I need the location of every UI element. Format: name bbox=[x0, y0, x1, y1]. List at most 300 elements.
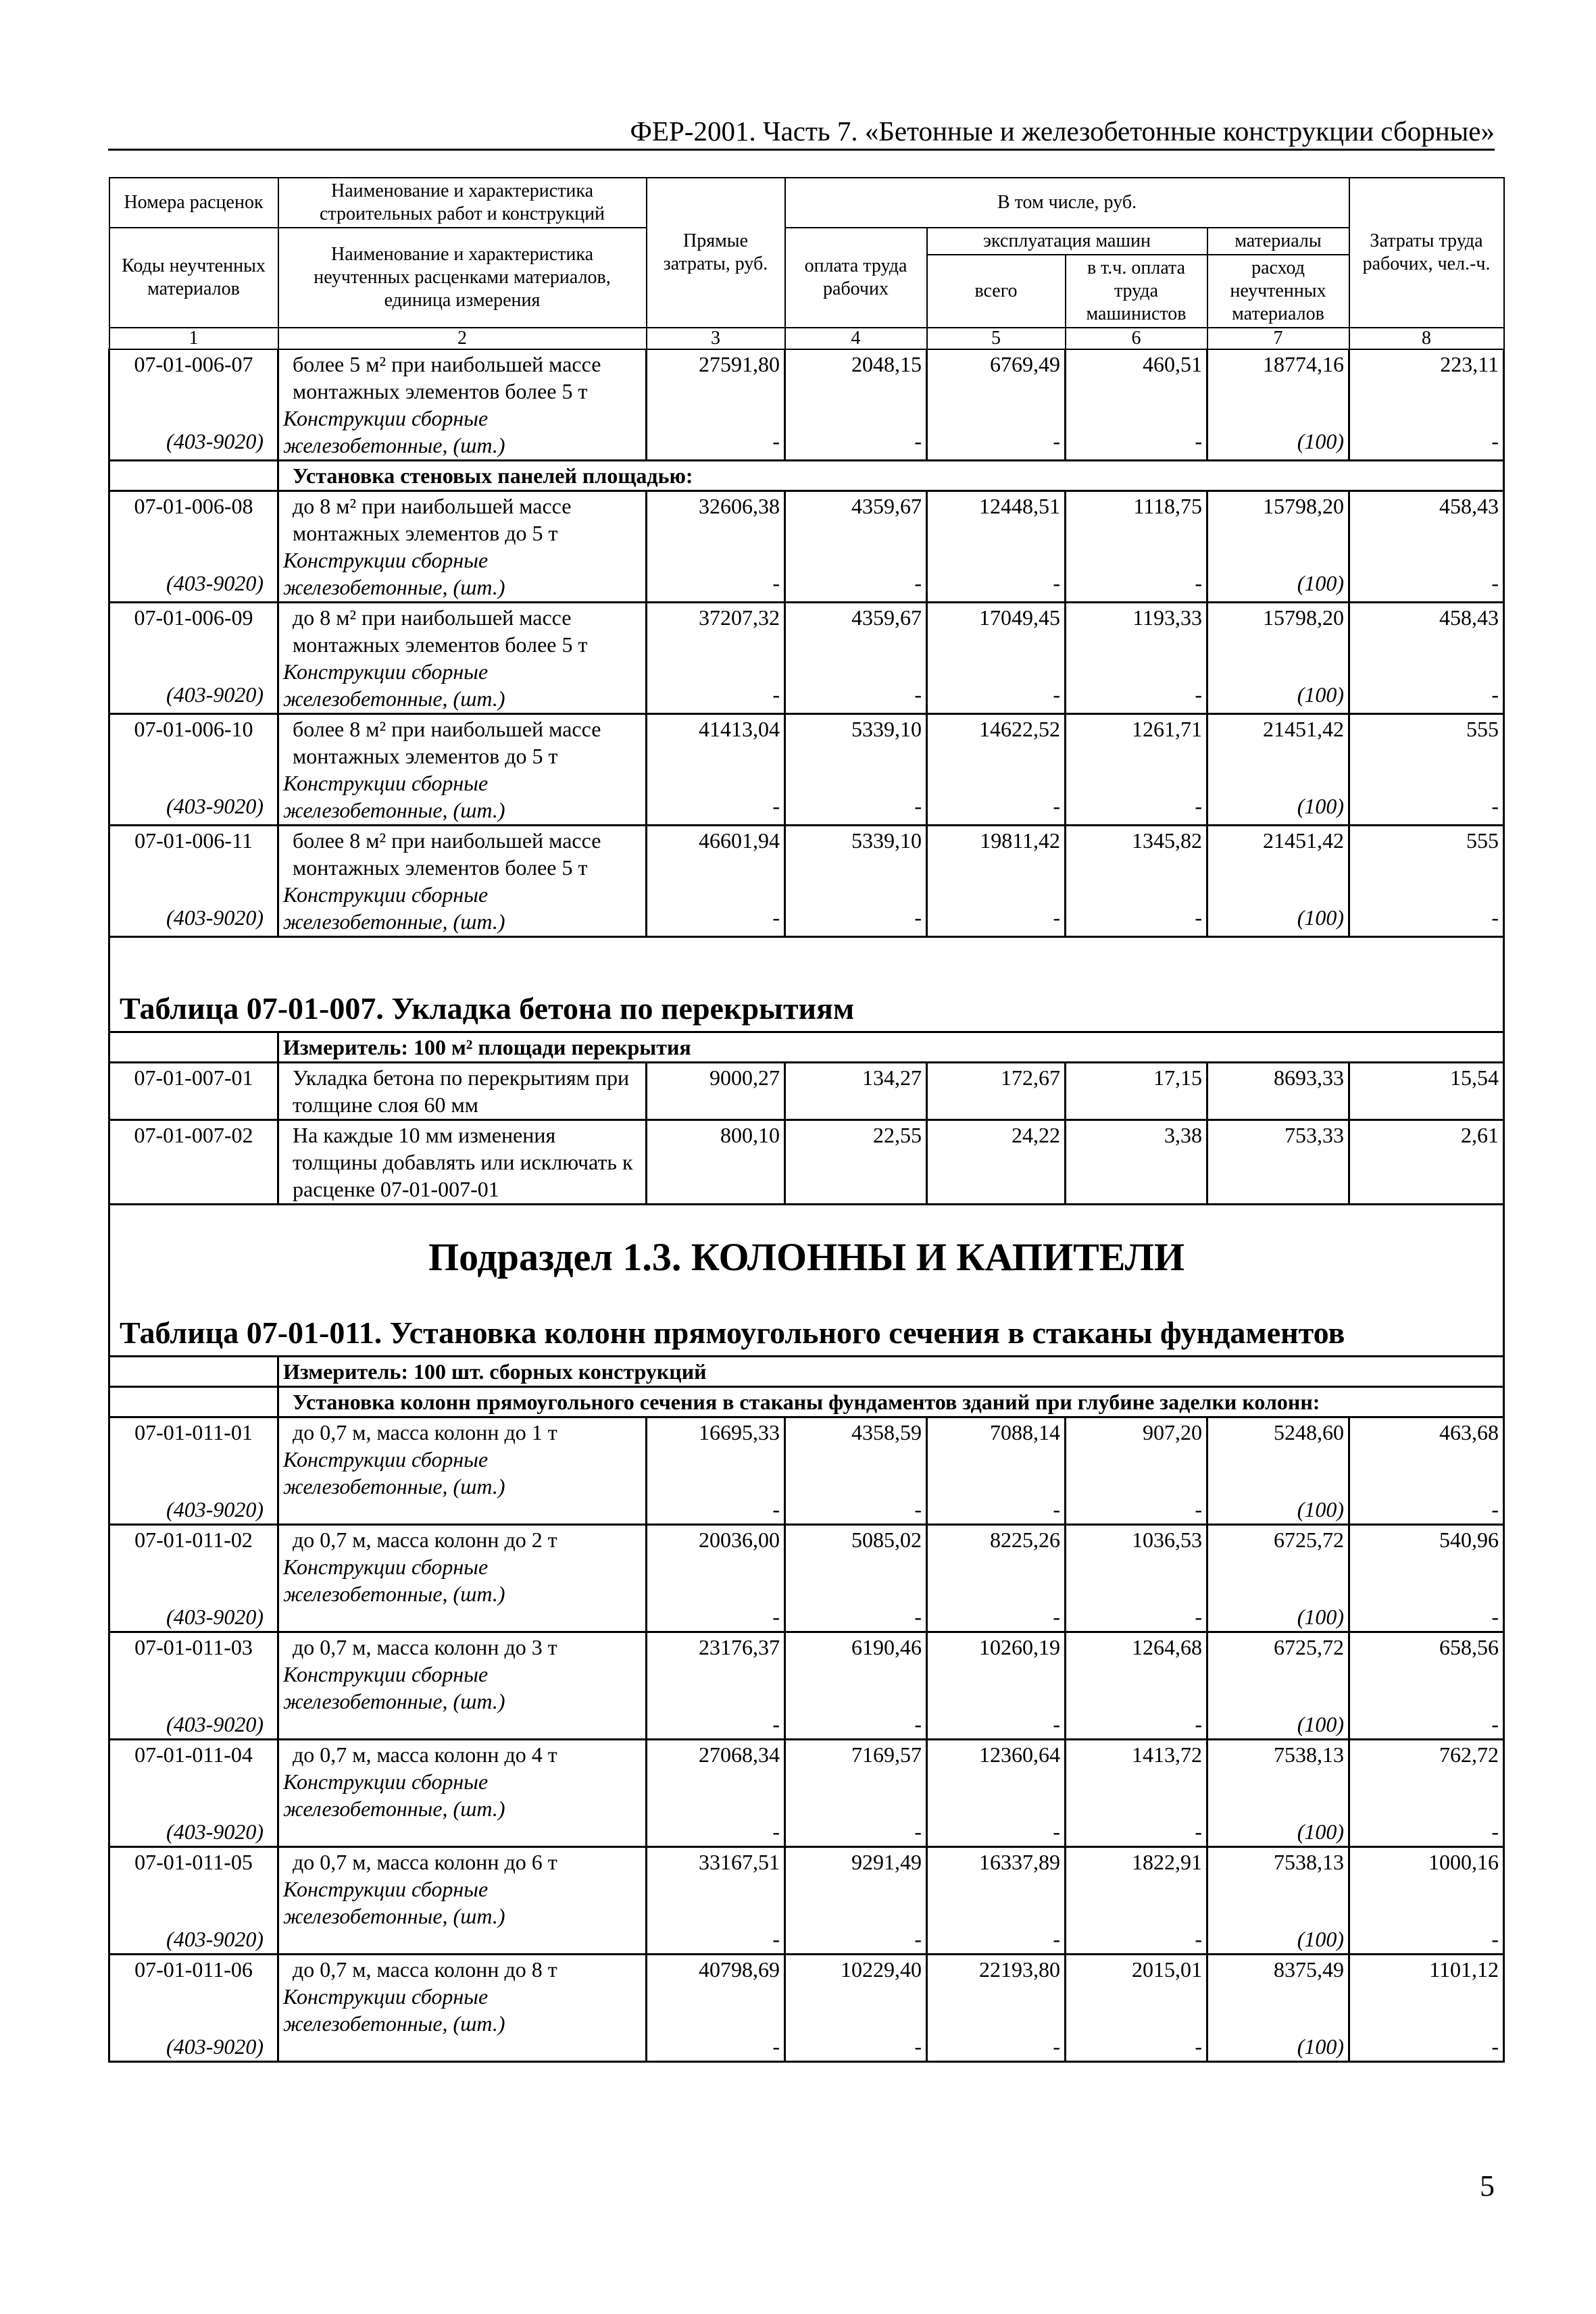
column-number: 2 bbox=[278, 328, 647, 349]
material-value: - bbox=[772, 1712, 780, 1736]
value-cell bbox=[1207, 1120, 1349, 1205]
material-code: (403-9020) bbox=[166, 571, 264, 595]
rate-description bbox=[278, 1955, 647, 2062]
material-value: - bbox=[1053, 1819, 1060, 1844]
material-value: (100) bbox=[1297, 1605, 1345, 1629]
rate-row bbox=[109, 603, 1504, 714]
value-cell bbox=[785, 1955, 927, 2062]
material-value: - bbox=[1053, 682, 1060, 707]
rate-description bbox=[278, 1740, 647, 1847]
material-value: - bbox=[1053, 1927, 1060, 1951]
rate-code bbox=[109, 1525, 278, 1632]
rate-value: 21451,42 bbox=[1263, 828, 1345, 853]
rate-value: 15,54 bbox=[1450, 1065, 1499, 1090]
rate-description bbox=[278, 603, 647, 714]
value-cell bbox=[1066, 603, 1207, 714]
rate-name: до 0,7 м, масса колонн до 1 т bbox=[293, 1420, 557, 1444]
value-cell bbox=[927, 1632, 1066, 1740]
rate-row bbox=[109, 1847, 1504, 1955]
value-cell bbox=[927, 1847, 1066, 1955]
value-cell bbox=[1207, 1955, 1349, 2062]
rate-value: 10229,40 bbox=[841, 1957, 922, 1982]
rate-code bbox=[109, 1847, 278, 1955]
material-value: - bbox=[1491, 794, 1499, 818]
rate-value: 10260,19 bbox=[979, 1635, 1060, 1659]
rate-value: 17,15 bbox=[1153, 1065, 1202, 1090]
value-cell bbox=[1066, 1417, 1207, 1525]
table-title: Таблица 07-01-011. Установка колонн прямоугольного сечения в стаканы фундаментов bbox=[109, 1301, 1504, 1357]
material-value: - bbox=[1195, 794, 1202, 818]
material-value: - bbox=[1053, 571, 1060, 595]
rate-value: 23176,37 bbox=[699, 1635, 780, 1659]
section-title: Подраздел 1.3. КОЛОННЫ И КАПИТЕЛИ bbox=[109, 1207, 1504, 1301]
value-cell bbox=[1066, 1740, 1207, 1847]
value-cell bbox=[647, 1847, 785, 1955]
measure-unit-row bbox=[109, 1032, 1504, 1063]
header-machines: эксплуатация машин bbox=[927, 228, 1207, 255]
column-number: 8 bbox=[1349, 328, 1504, 349]
rate-description bbox=[278, 826, 647, 937]
value-cell bbox=[647, 826, 785, 937]
material-name: Конструкции сборные железобетонные, (шт.) bbox=[283, 1984, 505, 2036]
column-number: 5 bbox=[927, 328, 1066, 349]
rate-name: до 0,7 м, масса колонн до 6 т bbox=[293, 1850, 557, 1874]
group-row bbox=[109, 461, 1504, 491]
rate-value: 1413,72 bbox=[1132, 1742, 1202, 1767]
measure-unit-row bbox=[109, 1357, 1504, 1387]
value-cell bbox=[1349, 491, 1504, 603]
rate-value: 8225,26 bbox=[990, 1528, 1060, 1552]
rate-value: 7538,13 bbox=[1274, 1742, 1345, 1767]
spacer-row bbox=[109, 937, 1504, 978]
rate-value: 1345,82 bbox=[1132, 828, 1202, 853]
rate-name: Укладка бетона по перекрытиям при толщине слоя 60 мм bbox=[293, 1065, 630, 1117]
value-cell bbox=[1349, 1525, 1504, 1632]
value-cell bbox=[927, 714, 1066, 826]
material-value: (100) bbox=[1297, 682, 1345, 707]
material-value: - bbox=[914, 1819, 922, 1844]
value-cell bbox=[785, 491, 927, 603]
value-cell bbox=[1349, 1417, 1504, 1525]
rate-value: 17049,45 bbox=[979, 605, 1060, 630]
value-cell bbox=[1349, 826, 1504, 937]
material-value: - bbox=[1053, 1605, 1060, 1629]
rate-value: 1193,33 bbox=[1132, 605, 1202, 630]
material-code: (403-9020) bbox=[166, 1605, 264, 1629]
rate-value: 1261,71 bbox=[1132, 717, 1202, 741]
rate-value: 460,51 bbox=[1143, 352, 1202, 376]
rate-value: 27591,80 bbox=[699, 352, 780, 376]
value-cell bbox=[1066, 491, 1207, 603]
rate-row bbox=[109, 1120, 1504, 1205]
rate-code-text: 07-01-006-08 bbox=[134, 494, 253, 518]
rate-code bbox=[109, 1955, 278, 2062]
value-cell bbox=[1349, 1847, 1504, 1955]
material-value: - bbox=[914, 1927, 922, 1951]
column-number: 1 bbox=[109, 328, 278, 349]
value-cell bbox=[1207, 491, 1349, 603]
value-cell bbox=[785, 603, 927, 714]
rate-value: 1101,12 bbox=[1429, 1957, 1499, 1982]
material-name: Конструкции сборные железобетонные, (шт.) bbox=[283, 771, 505, 822]
page-number: 5 bbox=[1480, 2169, 1495, 2203]
value-cell bbox=[785, 826, 927, 937]
material-code: (403-9020) bbox=[166, 429, 264, 453]
rate-value: 6190,46 bbox=[851, 1635, 922, 1659]
value-cell bbox=[785, 714, 927, 826]
rate-value: 12448,51 bbox=[979, 494, 1060, 518]
material-value: - bbox=[772, 1497, 780, 1521]
header-name: Наименование и характеристика строительных работ и конструкций bbox=[278, 178, 647, 228]
rate-value: 555 bbox=[1466, 717, 1499, 741]
value-cell bbox=[647, 491, 785, 603]
value-cell bbox=[1066, 1525, 1207, 1632]
value-cell bbox=[1349, 603, 1504, 714]
rate-value: 7088,14 bbox=[990, 1420, 1060, 1444]
running-header: ФЕР-2001. Часть 7. «Бетонные и железобетонные конструкции сборные» bbox=[108, 115, 1495, 151]
rate-code-text: 07-01-011-04 bbox=[134, 1742, 253, 1767]
value-cell bbox=[785, 1847, 927, 1955]
material-value: - bbox=[1053, 2034, 1060, 2059]
rate-row bbox=[109, 1063, 1504, 1120]
rate-row bbox=[109, 1740, 1504, 1847]
material-name: Конструкции сборные железобетонные, (шт.) bbox=[283, 1447, 505, 1499]
material-name: Конструкции сборные железобетонные, (шт.) bbox=[283, 406, 505, 457]
rate-code-text: 07-01-006-09 bbox=[134, 605, 253, 630]
rate-name: до 8 м² при наибольшей массе монтажных элементов более 5 т bbox=[293, 605, 588, 657]
rate-value: 46601,94 bbox=[699, 828, 780, 853]
rate-value: 463,68 bbox=[1439, 1420, 1499, 1444]
value-cell bbox=[647, 1955, 785, 2062]
material-value: (100) bbox=[1297, 571, 1345, 595]
rate-code-text: 07-01-006-07 bbox=[134, 352, 253, 376]
material-value: - bbox=[1053, 1712, 1060, 1736]
rate-code bbox=[109, 826, 278, 937]
material-value: - bbox=[1491, 2034, 1499, 2059]
value-cell bbox=[927, 1063, 1066, 1120]
value-cell bbox=[927, 603, 1066, 714]
value-cell bbox=[1066, 826, 1207, 937]
value-cell bbox=[1207, 349, 1349, 461]
column-numbers-row bbox=[109, 328, 1504, 349]
rate-value: 3,38 bbox=[1164, 1123, 1202, 1147]
rate-value: 2015,01 bbox=[1132, 1957, 1202, 1982]
rate-row bbox=[109, 826, 1504, 937]
header-material-code: Коды неучтенных материалов bbox=[109, 228, 278, 328]
group-title: Установка колонн прямоугольного сечения в стаканы фундаментов зданий при глубине заделки колонн: bbox=[278, 1387, 1504, 1417]
value-cell bbox=[1066, 349, 1207, 461]
rate-value: 41413,04 bbox=[699, 717, 780, 741]
rate-value: 6769,49 bbox=[990, 352, 1060, 376]
material-value: - bbox=[1195, 429, 1202, 453]
rate-value: 40798,69 bbox=[699, 1957, 780, 1982]
rate-value: 2048,15 bbox=[851, 352, 922, 376]
group-row bbox=[109, 1387, 1504, 1417]
rate-description bbox=[278, 491, 647, 603]
material-value: (100) bbox=[1297, 1497, 1345, 1521]
rate-row bbox=[109, 349, 1504, 461]
rate-name: более 5 м² при наибольшей массе монтажных элементов более 5 т bbox=[293, 352, 601, 403]
value-cell bbox=[1066, 1847, 1207, 1955]
header-materials-sub: расход неучтенных материалов bbox=[1207, 255, 1349, 328]
material-code: (403-9020) bbox=[166, 1927, 264, 1951]
table-title: Таблица 07-01-007. Укладка бетона по перекрытиям bbox=[109, 977, 1504, 1032]
table-title-row bbox=[109, 977, 1504, 1032]
rate-code bbox=[109, 349, 278, 461]
rate-row bbox=[109, 1525, 1504, 1632]
rate-value: 4358,59 bbox=[851, 1420, 922, 1444]
rate-code bbox=[109, 603, 278, 714]
material-value: - bbox=[914, 794, 922, 818]
value-cell bbox=[1207, 1632, 1349, 1740]
rate-description bbox=[278, 1063, 647, 1120]
rate-value: 37207,32 bbox=[699, 605, 780, 630]
rate-code-text: 07-01-006-10 bbox=[134, 717, 253, 741]
value-cell bbox=[1207, 603, 1349, 714]
value-cell bbox=[785, 1417, 927, 1525]
header-machines-wages: в т.ч. оплата труда машинистов bbox=[1066, 255, 1207, 328]
header-code: Номера расценок bbox=[109, 178, 278, 228]
material-value: - bbox=[1053, 905, 1060, 930]
material-value: - bbox=[1195, 1927, 1202, 1951]
value-cell bbox=[785, 1740, 927, 1847]
material-value: - bbox=[772, 794, 780, 818]
rate-code bbox=[109, 1063, 278, 1120]
rate-description bbox=[278, 1847, 647, 1955]
material-value: - bbox=[1195, 682, 1202, 707]
rate-code bbox=[109, 1120, 278, 1205]
header-labor: Затраты труда рабочих, чел.-ч. bbox=[1349, 178, 1504, 328]
value-cell bbox=[1349, 714, 1504, 826]
column-number: 6 bbox=[1066, 328, 1207, 349]
value-cell bbox=[927, 1740, 1066, 1847]
rate-value: 27068,34 bbox=[699, 1742, 780, 1767]
value-cell bbox=[1349, 349, 1504, 461]
value-cell bbox=[647, 349, 785, 461]
material-value: - bbox=[914, 1497, 922, 1521]
material-value: - bbox=[1195, 571, 1202, 595]
material-name: Конструкции сборные железобетонные, (шт.) bbox=[283, 1769, 505, 1821]
header-including: В том числе, руб. bbox=[785, 178, 1349, 228]
rate-name: более 8 м² при наибольшей массе монтажных элементов более 5 т bbox=[293, 828, 601, 880]
value-cell bbox=[1349, 1632, 1504, 1740]
material-value: - bbox=[772, 1819, 780, 1844]
value-cell bbox=[1207, 1847, 1349, 1955]
rate-value: 24,22 bbox=[1012, 1123, 1060, 1147]
rate-value: 14622,52 bbox=[979, 717, 1060, 741]
material-value: - bbox=[1491, 1497, 1499, 1521]
rate-value: 458,43 bbox=[1439, 494, 1499, 518]
empty-cell bbox=[109, 1357, 278, 1387]
header-wages: оплата труда рабочих bbox=[785, 228, 927, 328]
rate-value: 15798,20 bbox=[1263, 494, 1345, 518]
rate-value: 1118,75 bbox=[1133, 494, 1202, 518]
value-cell bbox=[927, 349, 1066, 461]
rate-row bbox=[109, 1632, 1504, 1740]
rate-value: 15798,20 bbox=[1263, 605, 1345, 630]
value-cell bbox=[785, 1063, 927, 1120]
rate-description bbox=[278, 714, 647, 826]
rate-code-text: 07-01-011-03 bbox=[134, 1635, 253, 1659]
value-cell bbox=[927, 1955, 1066, 2062]
material-value: - bbox=[914, 1712, 922, 1736]
rate-code-text: 07-01-006-11 bbox=[134, 828, 253, 853]
material-value: - bbox=[1195, 1497, 1202, 1521]
rate-value: 223,11 bbox=[1440, 352, 1499, 376]
rate-code-text: 07-01-007-01 bbox=[134, 1065, 253, 1090]
rate-value: 16695,33 bbox=[699, 1420, 780, 1444]
rate-value: 12360,64 bbox=[979, 1742, 1060, 1767]
header-row bbox=[109, 228, 1504, 255]
empty-cell bbox=[109, 1387, 278, 1417]
section-title-row bbox=[109, 1207, 1504, 1301]
material-value: - bbox=[914, 571, 922, 595]
rate-value: 5339,10 bbox=[851, 717, 922, 741]
value-cell bbox=[1207, 1525, 1349, 1632]
material-value: - bbox=[1195, 2034, 1202, 2059]
rate-code bbox=[109, 1632, 278, 1740]
header-materials: материалы bbox=[1207, 228, 1349, 255]
material-value: - bbox=[1491, 1819, 1499, 1844]
rate-code bbox=[109, 491, 278, 603]
material-value: (100) bbox=[1297, 2034, 1345, 2059]
rate-value: 6725,72 bbox=[1274, 1635, 1345, 1659]
rate-value: 4359,67 bbox=[851, 494, 922, 518]
rate-value: 172,67 bbox=[1001, 1065, 1060, 1090]
rate-description bbox=[278, 1120, 647, 1205]
value-cell bbox=[1349, 1063, 1504, 1120]
rate-value: 2,61 bbox=[1461, 1123, 1499, 1147]
rate-description bbox=[278, 1632, 647, 1740]
rate-value: 21451,42 bbox=[1263, 717, 1345, 741]
material-value: - bbox=[1491, 1605, 1499, 1629]
rate-value: 8375,49 bbox=[1274, 1957, 1345, 1982]
material-code: (403-9020) bbox=[166, 2034, 264, 2059]
rate-value: 7169,57 bbox=[851, 1742, 922, 1767]
value-cell bbox=[1207, 1417, 1349, 1525]
material-value: (100) bbox=[1297, 794, 1345, 818]
value-cell bbox=[647, 1063, 785, 1120]
value-cell bbox=[927, 826, 1066, 937]
rate-description bbox=[278, 349, 647, 461]
material-value: (100) bbox=[1297, 1712, 1345, 1736]
rate-name: до 0,7 м, масса колонн до 4 т bbox=[293, 1742, 557, 1767]
rate-value: 9291,49 bbox=[851, 1850, 922, 1874]
material-value: - bbox=[1491, 1927, 1499, 1951]
material-value: - bbox=[1491, 1712, 1499, 1736]
rate-name: более 8 м² при наибольшей массе монтажных элементов до 5 т bbox=[293, 717, 601, 768]
material-value: - bbox=[772, 1927, 780, 1951]
material-value: - bbox=[914, 429, 922, 453]
value-cell bbox=[1066, 1955, 1207, 2062]
value-cell bbox=[647, 1417, 785, 1525]
header-row bbox=[109, 178, 1504, 228]
rate-description bbox=[278, 1417, 647, 1525]
column-number: 7 bbox=[1207, 328, 1349, 349]
value-cell bbox=[1207, 1063, 1349, 1120]
material-value: - bbox=[1053, 1497, 1060, 1521]
rate-name: до 8 м² при наибольшей массе монтажных элементов до 5 т bbox=[293, 494, 572, 545]
rate-code-text: 07-01-011-05 bbox=[134, 1850, 253, 1874]
rate-value: 1000,16 bbox=[1428, 1850, 1499, 1874]
value-cell bbox=[647, 714, 785, 826]
value-cell bbox=[647, 1120, 785, 1205]
measure-unit: Измеритель: 100 м² площади перекрытия bbox=[278, 1032, 1504, 1063]
material-value: - bbox=[772, 905, 780, 930]
value-cell bbox=[1066, 1120, 1207, 1205]
column-number: 3 bbox=[647, 328, 785, 349]
material-value: - bbox=[772, 2034, 780, 2059]
material-value: - bbox=[772, 571, 780, 595]
material-value: - bbox=[1195, 1712, 1202, 1736]
rate-value: 1036,53 bbox=[1132, 1528, 1202, 1552]
material-name: Конструкции сборные железобетонные, (шт.) bbox=[283, 1662, 505, 1713]
material-code: (403-9020) bbox=[166, 1712, 264, 1736]
value-cell bbox=[1066, 1632, 1207, 1740]
material-value: - bbox=[1053, 429, 1060, 453]
value-cell bbox=[927, 1525, 1066, 1632]
rate-code-text: 07-01-007-02 bbox=[134, 1123, 253, 1147]
rate-row bbox=[109, 714, 1504, 826]
header-direct-costs: Прямые затраты, руб. bbox=[647, 178, 785, 328]
rate-value: 16337,89 bbox=[979, 1850, 1060, 1874]
rate-value: 20036,00 bbox=[699, 1528, 780, 1552]
rate-name: На каждые 10 мм изменения толщины добавлять или исключать к расценке 07-01-007-01 bbox=[293, 1123, 633, 1201]
rate-row bbox=[109, 1955, 1504, 2062]
material-code: (403-9020) bbox=[166, 794, 264, 818]
material-value: - bbox=[1195, 905, 1202, 930]
rate-description bbox=[278, 1525, 647, 1632]
material-value: (100) bbox=[1297, 905, 1345, 930]
material-value: - bbox=[772, 1605, 780, 1629]
table-title-row bbox=[109, 1301, 1504, 1357]
rate-code-text: 07-01-011-02 bbox=[134, 1528, 253, 1552]
value-cell bbox=[927, 1120, 1066, 1205]
rate-value: 9000,27 bbox=[709, 1065, 780, 1090]
rate-code bbox=[109, 1740, 278, 1847]
header-machines-total: всего bbox=[927, 255, 1066, 328]
value-cell bbox=[785, 1120, 927, 1205]
column-number: 4 bbox=[785, 328, 927, 349]
rate-code bbox=[109, 1417, 278, 1525]
rate-value: 32606,38 bbox=[699, 494, 780, 518]
rate-value: 22,55 bbox=[873, 1123, 922, 1147]
material-name: Конструкции сборные железобетонные, (шт.) bbox=[283, 882, 505, 934]
rate-value: 658,56 bbox=[1439, 1635, 1499, 1659]
material-value: - bbox=[1491, 571, 1499, 595]
rate-value: 1822,91 bbox=[1132, 1850, 1202, 1874]
rate-value: 18774,16 bbox=[1263, 352, 1345, 376]
value-cell bbox=[647, 603, 785, 714]
value-cell bbox=[647, 1525, 785, 1632]
material-value: (100) bbox=[1297, 429, 1345, 453]
material-name: Конструкции сборные железобетонные, (шт.) bbox=[283, 548, 505, 599]
value-cell bbox=[1349, 1740, 1504, 1847]
material-code: (403-9020) bbox=[166, 905, 264, 930]
rate-value: 5339,10 bbox=[851, 828, 922, 853]
measure-unit: Измеритель: 100 шт. сборных конструкций bbox=[278, 1357, 1504, 1387]
rate-value: 1264,68 bbox=[1132, 1635, 1202, 1659]
material-name: Конструкции сборные железобетонные, (шт.) bbox=[283, 1555, 505, 1606]
value-cell bbox=[647, 1632, 785, 1740]
material-code: (403-9020) bbox=[166, 682, 264, 707]
material-value: (100) bbox=[1297, 1927, 1345, 1951]
rate-value: 753,33 bbox=[1285, 1123, 1345, 1147]
material-value: - bbox=[914, 905, 922, 930]
material-value: - bbox=[1491, 682, 1499, 707]
material-value: - bbox=[1195, 1819, 1202, 1844]
rate-name: до 0,7 м, масса колонн до 3 т bbox=[293, 1635, 557, 1659]
